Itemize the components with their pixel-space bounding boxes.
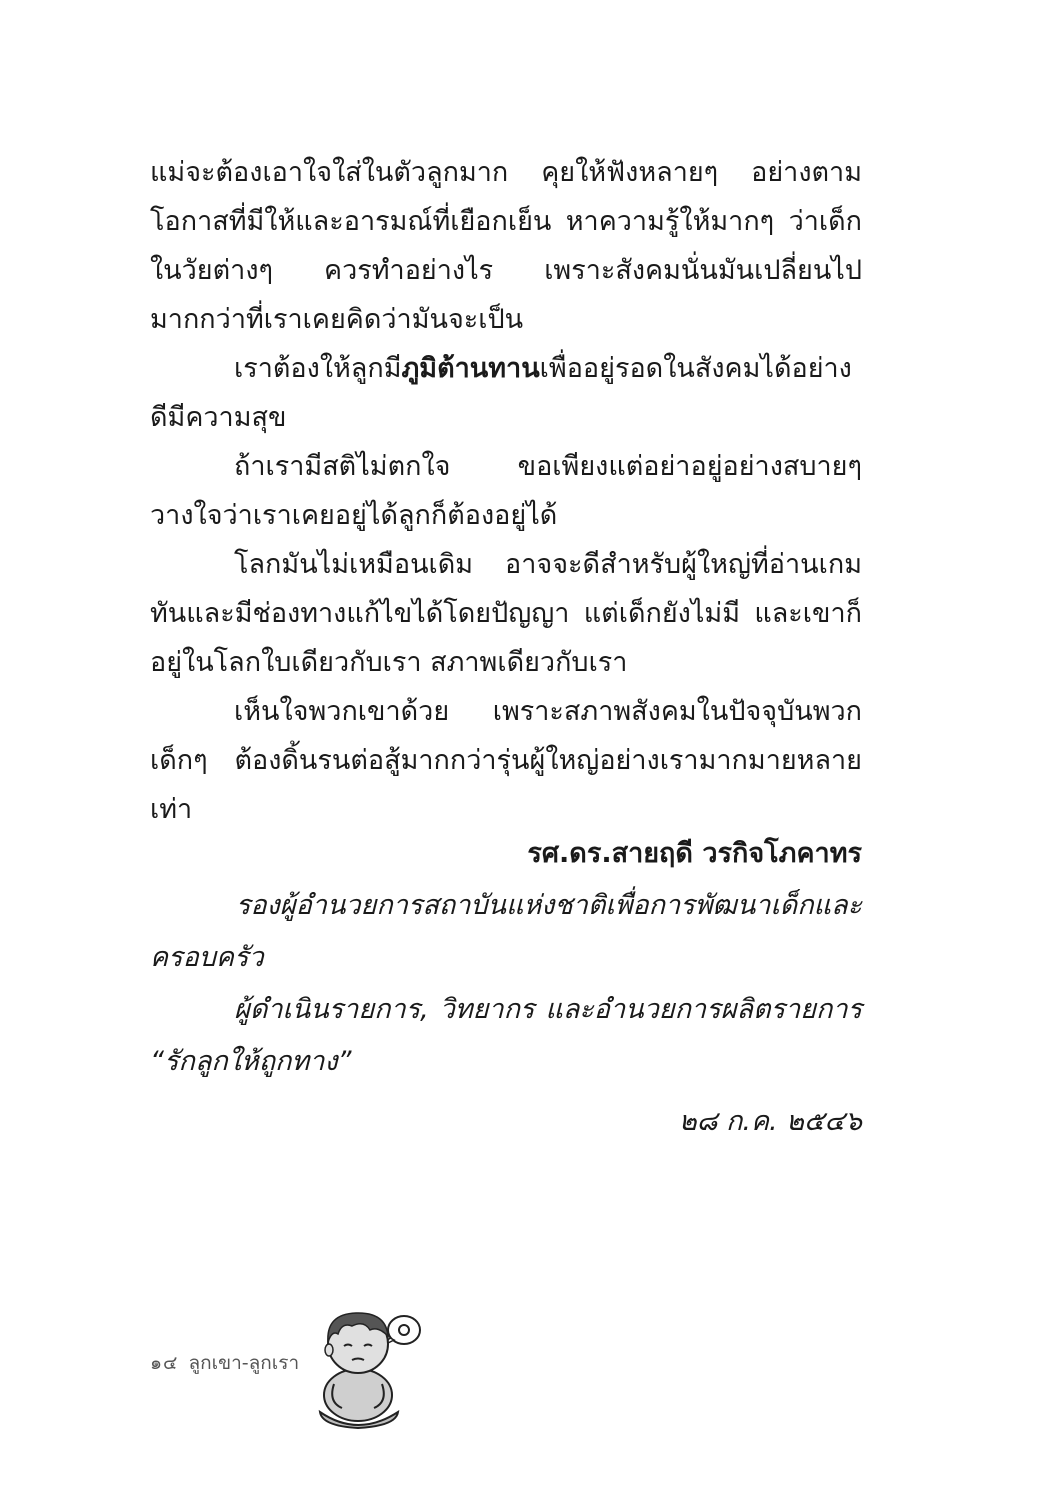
paragraph-2-before: เราต้องให้ลูกมี	[234, 353, 402, 384]
book-title: ลูกเขา-ลูกเรา	[188, 1352, 300, 1374]
paragraph-2-after: เพื่ออยู่รอดในสังคมได้อย่างดีมีความสุข	[150, 353, 852, 433]
paragraph-3: ถ้าเรามีสติไม่ตกใจ ขอเพียงแต่อย่าอยู่อย่างสบายๆ วางใจว่าเราเคยอยู่ได้ลูกก็ต้องอยู่ได้	[150, 451, 862, 531]
page-number: ๑๔	[150, 1352, 179, 1374]
cartoon-child-thinking-icon	[312, 1300, 424, 1430]
paragraph-4: โลกมันไม่เหมือนเดิม อาจจะดีสำหรับผู้ใหญ่ที่อ่านเกมทันและมีช่องทางแก้ไขได้โดยปัญญา แต่เด็กยังไม่มี และเขาก็อยู่ในโลกใบเดียวกับเรา สภาพเดียวกับเรา	[150, 549, 862, 678]
signature-block	[150, 828, 862, 1148]
paragraph-2	[150, 344, 862, 442]
author-role-1: รองผู้อำนวยการสถาบันแห่งชาติเพื่อการพัฒนาเด็กและครอบครัว	[150, 890, 862, 973]
body-text	[150, 148, 862, 834]
paragraph-5: เห็นใจพวกเขาด้วย เพราะสภาพสังคมในปัจจุบันพวกเด็กๆ ต้องดิ้นรนต่อสู้มากกว่ารุ่นผู้ใหญ่อย่างเรามากมายหลายเท่า	[150, 696, 862, 825]
author-name: รศ.ดร.สายฤดี วรกิจโภคาทร	[527, 838, 862, 869]
paragraph-1: แม่จะต้องเอาใจใส่ในตัวลูกมาก คุยให้ฟังหลายๆ อย่างตามโอกาสที่มีให้และอารมณ์ที่เยือกเย็น หาความรู้ให้มากๆ ว่าเด็กในวัยต่างๆ ควรทำอย่างไร เพราะสังคมนั่นมันเปลี่ยนไปมากกว่าที่เราเคยคิดว่ามันจะเป็น	[150, 157, 862, 335]
page-footer	[150, 1348, 299, 1378]
author-role-2: ผู้ดำเนินรายการ, วิทยากร และอำนวยการผลิตรายการ “รักลูกให้ถูกทาง”	[150, 994, 862, 1077]
paragraph-2-emphasis: ภูมิต้านทาน	[401, 353, 540, 384]
signature-date: ๒๘ ก.ค. ๒๕๔๖	[678, 1106, 862, 1137]
